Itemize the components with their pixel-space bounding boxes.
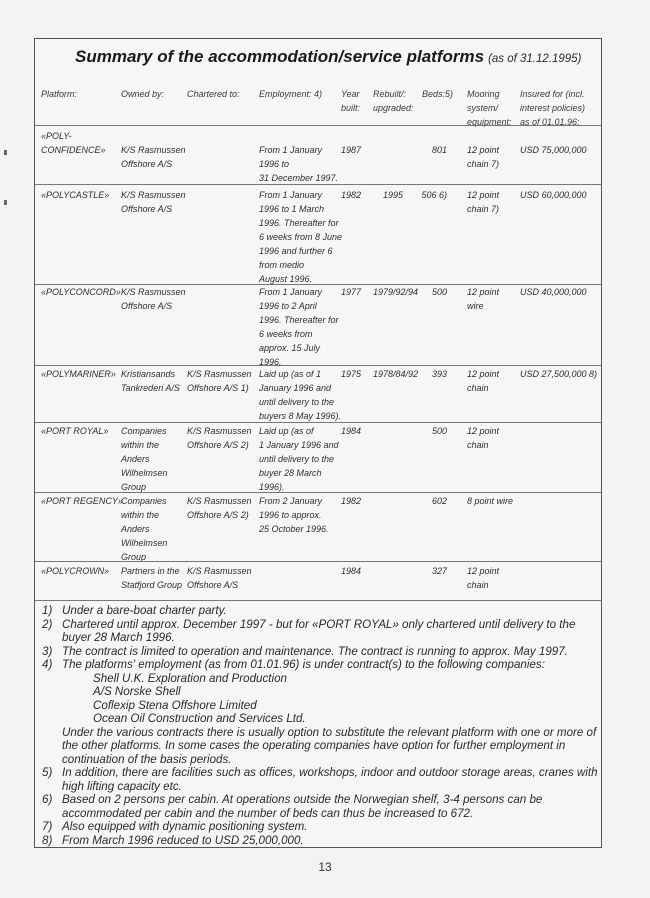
cell-year: 1975 <box>341 369 362 379</box>
cell-platform: «PORT ROYAL» <box>41 426 109 436</box>
cell-owned: Partners in the Statfjord Group <box>121 566 183 590</box>
footnote-8 <box>35 834 601 848</box>
cell-owned: Companies within the Anders Wilhelmsen Group <box>121 426 168 492</box>
cell-beds: 327 <box>431 566 447 576</box>
header-employment: Employment: 4) <box>259 89 323 99</box>
cell-insured: USD 75,000,000 <box>520 145 587 155</box>
header-chartered-to: Chartered to: <box>187 89 240 99</box>
footnote-number: 6) <box>42 793 53 806</box>
cell-employment: Laid up (as of 1 January 1996 and until delivery to the buyer 28 March 1996). <box>259 426 339 492</box>
cell-year: 1977 <box>341 287 362 297</box>
header-beds: Beds:5) <box>422 89 454 99</box>
cell-insured: USD 27,500,000 8) <box>520 369 598 379</box>
footnote-7 <box>35 820 601 834</box>
header-mooring: Mooring system/ equipment: <box>467 89 512 127</box>
footnote-number: 4) <box>42 658 53 671</box>
cell-beds: 393 <box>431 369 447 379</box>
title-text: Summary of the accommodation/service platforms <box>75 47 485 66</box>
cell-beds: 500 <box>431 426 447 436</box>
table-bottom-rule <box>35 600 601 601</box>
cell-owned: K/S Rasmussen Offshore A/S <box>121 190 186 214</box>
cell-employment: Laid up (as of 1 January 1996 and until delivery to the buyers 8 May 1996). <box>259 369 342 421</box>
footnote-text: Based on 2 persons per cabin. At operations outside the Norwegian shelf, 3-4 persons can be accommodated per cabin and the number of beds can thus be increased to 672. <box>62 793 543 820</box>
cell-mooring: 12 point wire <box>467 287 500 311</box>
summary-frame <box>34 38 602 848</box>
footnote-text: Chartered until approx. December 1997 - but for «PORT ROYAL» only chartered until delivery to the buyer 28 March 1996. <box>62 617 576 644</box>
page-number: 13 <box>318 860 332 874</box>
cell-year: 1982 <box>341 190 362 200</box>
cell-mooring: 12 point chain 7) <box>467 190 500 214</box>
cell-mooring: 12 point chain <box>467 369 500 393</box>
cell-beds: 506 6) <box>421 190 447 200</box>
footnote-text: Also equipped with dynamic positioning system. <box>62 820 308 833</box>
cell-platform: «POLY- CONFIDENCE» <box>41 131 106 155</box>
footnotes <box>35 604 601 847</box>
row-divider <box>35 422 601 423</box>
footnote-4 <box>35 658 601 672</box>
cell-beds: 500 <box>431 287 447 297</box>
cell-year: 1987 <box>341 145 362 155</box>
footnote-4-continuation: Under the various contracts there is usually option to substitute the relevant platform with one or more of the other platforms. In some cases the operating companies have option for further employment in continuation of the basis periods. <box>62 725 597 766</box>
company-name: Coflexip Stena Offshore Limited <box>93 698 257 712</box>
footnote-2 <box>35 618 601 645</box>
cell-beds: 602 <box>431 496 447 506</box>
footnote-text: From March 1996 reduced to USD 25,000,000. <box>62 833 304 847</box>
cell-rebuilt: 1995 <box>383 190 404 200</box>
footnote-6 <box>35 793 601 820</box>
cell-chartered: K/S Rasmussen Offshore A/S 1) <box>187 369 252 393</box>
cell-platform: «POLYMARINER» <box>41 369 116 379</box>
margin-mark <box>4 150 7 155</box>
cell-year: 1982 <box>341 496 362 506</box>
cell-year: 1984 <box>341 566 362 576</box>
cell-owned: K/S Rasmussen Offshore A/S <box>121 287 186 311</box>
company-name: Ocean Oil Construction and Services Ltd. <box>93 712 306 725</box>
cell-mooring: 8 point wire <box>467 496 514 506</box>
footnote-3 <box>35 645 601 659</box>
cell-insured: USD 60,000,000 <box>520 190 587 200</box>
cell-platform: «POLYCASTLE» <box>41 190 110 200</box>
company-name: Shell U.K. Exploration and Production <box>93 671 287 685</box>
cell-owned: K/S Rasmussen Offshore A/S <box>121 145 186 169</box>
row-divider <box>35 561 601 562</box>
header-rebuilt: Rebuilt/: upgraded: <box>373 89 414 113</box>
cell-owned: Companies within the Anders Wilhelmsen Group <box>121 496 168 562</box>
cell-rebuilt: 1979/92/94 <box>373 287 419 297</box>
cell-rebuilt: 1978/84/92 <box>373 369 419 379</box>
header-platform: Platform: <box>41 89 78 99</box>
cell-chartered: K/S Rasmussen Offshore A/S 2) <box>187 496 252 520</box>
header-year-built: Year built: <box>341 89 361 113</box>
as-of-date: (as of 31.12.1995) <box>488 53 582 65</box>
header-owned-by: Owned by: <box>121 89 165 99</box>
cell-employment: From 1 January 1996 to 1 March 1996. Thereafter for 6 weeks from 8 June 1996 and further 6 from medio August 1996. <box>259 190 343 284</box>
cell-owned: Kristiansands Tankrederi A/S <box>121 369 180 393</box>
row-divider <box>35 492 601 493</box>
company-name: A/S Norske Shell <box>93 685 181 698</box>
cell-employment: From 1 January 1996 to 2 April 1996. Thereafter for 6 weeks from approx. 15 July 1996. <box>259 287 339 367</box>
row-divider <box>35 184 601 185</box>
footnote-text: Under a bare-boat charter party. <box>62 604 227 617</box>
cell-mooring: 12 point chain 7) <box>467 145 500 169</box>
row-divider <box>35 125 601 126</box>
cell-employment: From 1 January 1996 to 31 December 1997. <box>259 145 339 183</box>
cell-mooring: 12 point chain <box>467 426 500 450</box>
footnote-text: The platforms' employment (as from 01.01.96) is under contract(s) to the following companies: <box>62 658 545 671</box>
footnote-number: 2) <box>42 617 53 631</box>
cell-chartered: K/S Rasmussen Offshore A/S 2) <box>187 426 252 450</box>
footnote-number: 8) <box>42 833 53 847</box>
row-divider <box>35 365 601 366</box>
footnote-number: 3) <box>42 644 53 658</box>
footnote-1 <box>35 604 601 618</box>
cell-platform: «PORT REGENCY» <box>41 496 123 506</box>
page-title <box>75 47 595 67</box>
footnote-number: 1) <box>42 604 53 617</box>
footnote-text: In addition, there are facilities such as offices, workshops, indoor and outdoor storage areas, cranes with high lifting capacity etc. <box>62 766 598 793</box>
footnote-number: 7) <box>42 820 53 833</box>
cell-chartered: K/S Rasmussen Offshore A/S <box>187 566 252 590</box>
cell-mooring: 12 point chain <box>467 566 500 590</box>
footnote-number: 5) <box>42 766 53 779</box>
cell-employment: From 2 January 1996 to approx. 25 October 1996. <box>259 496 329 534</box>
footnote-5 <box>35 766 601 793</box>
header-insured: Insured for (incl. interest policies) as of 01.01.96: <box>520 89 586 127</box>
cell-platform: «POLYCROWN» <box>41 566 110 576</box>
cell-year: 1984 <box>341 426 362 436</box>
margin-mark <box>4 200 7 205</box>
cell-insured: USD 40,000,000 <box>520 287 587 297</box>
cell-beds: 801 <box>431 145 447 155</box>
cell-platform: «POLYCONCORD» <box>41 287 121 297</box>
footnote-text: The contract is limited to operation and maintenance. The contract is running to approx. May 1997. <box>62 644 568 658</box>
